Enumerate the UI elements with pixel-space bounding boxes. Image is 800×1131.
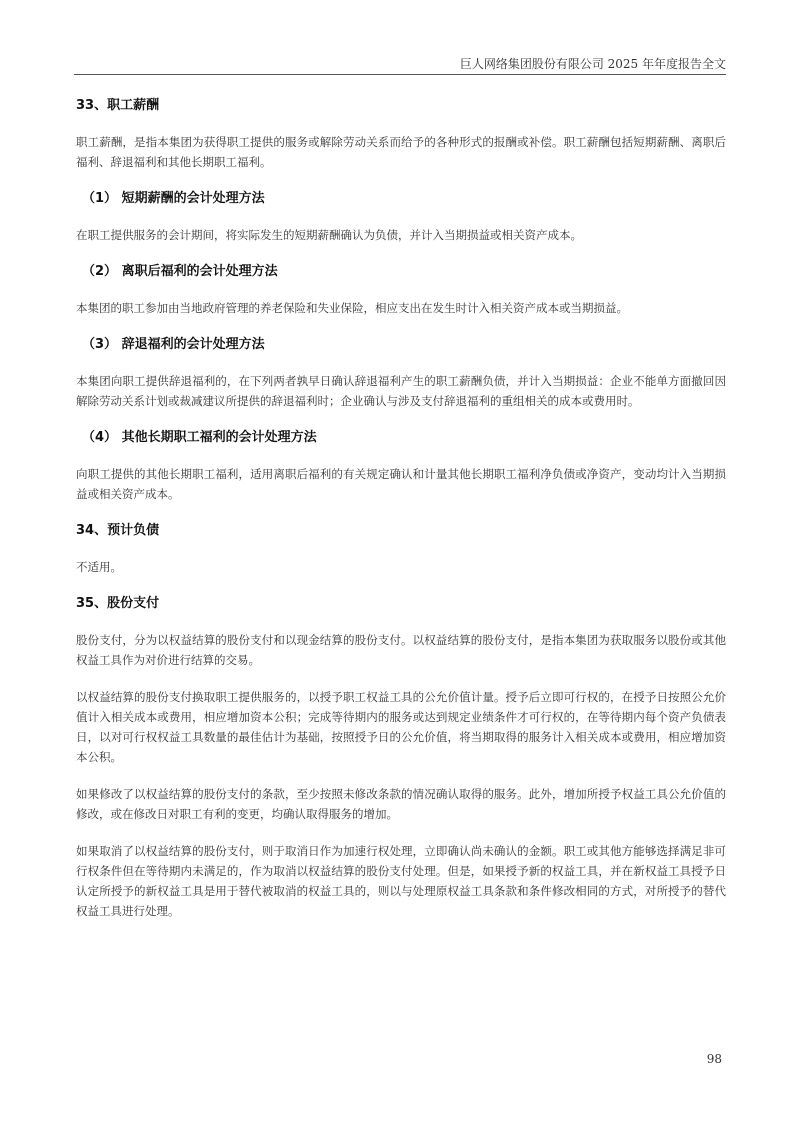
subsection-3-text: 本集团向职工提供辞退福利的，在下列两者孰早日确认辞退福利产生的职工薪酬负债，并计入当期损益：企业不能单方面撤回因解除劳动关系计划或裁减建议所提供的辞退福利时；企业确认与涉及支付辞退福利的重组相关的成本或费用时。 bbox=[76, 374, 726, 408]
section-33-intro: 职工薪酬，是指本集团为获得职工提供的服务或解除劳动关系而给予的各种形式的报酬或补偿。职工薪酬包括短期薪酬、离职后福利、辞退福利和其他长期职工福利。 bbox=[76, 135, 726, 169]
section-35-heading: 35、股份支付 bbox=[76, 596, 160, 611]
subsection-2-heading: （2） 离职后福利的会计处理方法 bbox=[82, 264, 278, 279]
subsection-4-heading: （4） 其他长期职工福利的会计处理方法 bbox=[82, 430, 317, 445]
page-header: 巨人网络集团股份有限公司 2025 年年度报告全文 bbox=[459, 57, 726, 71]
section-33-heading: 33、职工薪酬 bbox=[76, 98, 160, 113]
page-number: 98 bbox=[706, 1052, 722, 1066]
header-divider bbox=[74, 74, 726, 75]
section-35-paragraph-4: 如果取消了以权益结算的股份支付，则于取消日作为加速行权处理，立即确认尚未确认的金额。职工或其他方能够选择满足非可行权条件但在等待期内未满足的，作为取消以权益结算的股份支付处理。但是，如果授予新的权益工具，并在新权益工具授予日认定所授予的新权益工具是用于替代被取消的权益工具的，则以与处理原权益工具条款和条件修改相同的方式，对所授予的替代权益工具进行处理。 bbox=[76, 844, 726, 918]
page-content bbox=[76, 96, 726, 938]
section-35-paragraph-1: 股份支付，分为以权益结算的股份支付和以现金结算的股份支付。以权益结算的股份支付，是指本集团为获取服务以股份或其他权益工具作为对价进行结算的交易。 bbox=[76, 633, 726, 667]
subsection-2-text: 本集团的职工参加由当地政府管理的养老保险和失业保险，相应支出在发生时计入相关资产成本或当期损益。 bbox=[76, 301, 628, 315]
subsection-4-text: 向职工提供的其他长期职工福利，适用离职后福利的有关规定确认和计量其他长期职工福利净负债或净资产，变动均计入当期损益或相关资产成本。 bbox=[76, 467, 726, 501]
subsection-1-text: 在职工提供服务的会计期间，将实际发生的短期薪酬确认为负债，并计入当期损益或相关资产成本。 bbox=[76, 228, 582, 242]
subsection-1-heading: （1） 短期薪酬的会计处理方法 bbox=[82, 191, 265, 206]
section-34-heading: 34、预计负债 bbox=[76, 523, 160, 538]
section-35-paragraph-3: 如果修改了以权益结算的股份支付的条款，至少按照未修改条款的情况确认取得的服务。此外，增加所授予权益工具公允价值的修改，或在修改日对职工有利的变更，均确认取得服务的增加。 bbox=[76, 787, 726, 821]
section-35-paragraph-2: 以权益结算的股份支付换取职工提供服务的，以授予职工权益工具的公允价值计量。授予后立即可行权的，在授予日按照公允价值计入相关成本或费用，相应增加资本公积；完成等待期内的服务或达到规定业绩条件才可行权的，在等待期内每个资产负债表日，以对可行权权益工具数量的最佳估计为基础，按照授予日的公允价值，将当期取得的服务计入相关成本或费用，相应增加资本公积。 bbox=[76, 690, 726, 764]
section-34-text: 不适用。 bbox=[76, 560, 122, 574]
subsection-3-heading: （3） 辞退福利的会计处理方法 bbox=[82, 337, 265, 352]
